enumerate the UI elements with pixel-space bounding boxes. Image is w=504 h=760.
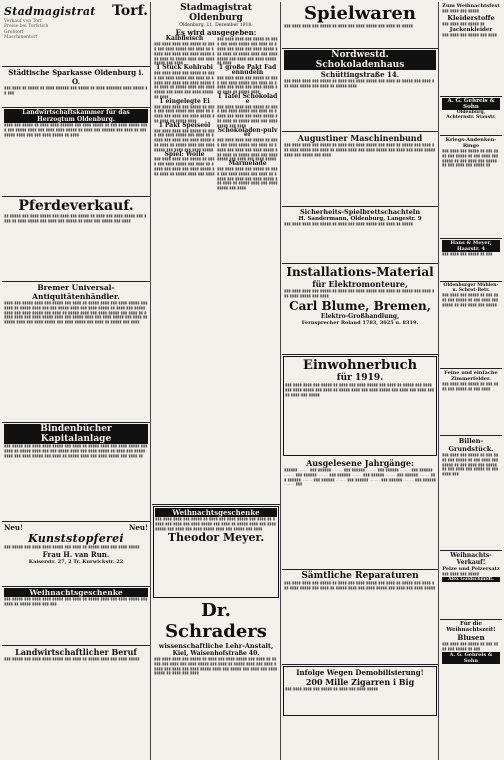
ad-title: Landwirtschaftlicher Beruf [15, 647, 137, 657]
ad-muehlen: Oldenburger Mühlen- u. Schrot-Betr. ▮▮▮ ▮▮▮▮ ▮▮▮ ▮▮▮▮▮ ▮▮ ▮▮▮ ▮▮▮▮ ▮▮▮ ▮▮▮▮▮ ▮▮ ▮▮▮ ▮▮▮▮ ▮▮▮ ▮▮▮▮▮ ▮▮ ▮▮▮ ▮▮▮▮ ▮▮▮ ▮▮▮▮▮ [440, 282, 502, 369]
ad-ringe: Kriegs-Andenken-Ringe ▮▮▮ ▮▮▮▮ ▮▮▮ ▮▮▮▮▮ ▮▮ ▮▮▮ ▮▮▮▮ ▮▮▮ ▮▮▮▮▮ ▮▮ ▮▮▮ ▮▮▮▮ ▮▮▮ ▮▮▮▮▮ ▮▮ ▮▮▮ ▮▮▮▮ ▮▮▮ ▮▮▮▮▮ ▮▮ ▮▮▮ ▮▮▮▮ ▮▮▮ ▮▮▮▮▮ ▮▮ [440, 136, 502, 239]
ad-title: Billen-Grundstück. [448, 437, 494, 453]
column-2 [152, 2, 281, 760]
ad-zigarren: Infolge Wegen Demobilisierung! 200 Mille Zigarren i Big ▮▮▮ ▮▮▮▮ ▮▮▮▮ ▮▮▮ ▮▮▮▮▮ ▮▮ ▮▮▮▮ ▮▮▮ ▮▮▮▮ ▮▮▮▮▮ [283, 666, 437, 716]
ad-spielwaren: Spielwaren ▮▮▮ ▮▮▮▮ ▮▮▮▮ ▮▮▮ ▮▮▮▮▮ ▮▮ ▮▮▮▮ ▮▮▮ ▮▮▮▮ ▮▮▮▮▮ ▮▮▮ ▮▮▮▮ ▮▮ ▮▮▮▮▮ [282, 2, 438, 49]
ad-torf [2, 2, 150, 67]
ad-title: Kunststopferei [28, 532, 124, 545]
ad-pferdeverkauf: Pferdeverkauf. ▮▮ ▮▮▮▮▮ ▮▮▮ ▮▮▮▮ ▮▮▮▮▮ ▮▮▮ ▮▮▮▮ ▮▮▮ ▮▮▮▮▮ ▮▮ ▮▮▮▮ ▮▮▮ ▮▮▮▮ ▮▮▮▮▮ ▮▮▮ ▮▮▮▮ ▮▮ ▮▮▮▮ ▮▮▮▮▮ ▮▮▮ ▮▮▮▮ ▮▮▮ ▮▮▮▮▮ ▮▮ ▮▮▮▮ ▮▮▮ ▮▮▮▮▮ ▮▮▮ ▮▮▮▮ [2, 197, 150, 282]
ad-title: Stadmagistrat [4, 5, 96, 18]
ad-title: Sicherheits-Spielbrettschachteln [299, 208, 421, 216]
ad-title: Weihnachts-Verkauf! [450, 552, 492, 566]
ad-title: Ausgelesene Jahrgänge: [306, 458, 414, 468]
ad-kapitalanlage: Bindenbücher Kapitalanlage ▮▮▮ ▮▮▮▮▮ ▮▮▮ ▮▮▮▮ ▮▮▮▮ ▮▮▮▮▮ ▮▮▮ ▮▮▮▮ ▮▮ ▮▮▮▮▮ ▮▮▮▮ ▮▮▮ ▮▮▮▮ ▮▮▮▮▮ ▮▮▮ ▮▮▮▮ ▮▮ ▮▮▮▮▮ ▮▮▮▮ ▮▮▮ ▮▮▮ ▮▮▮▮▮ ▮▮▮▮ ▮▮▮ ▮▮▮▮ ▮▮▮▮▮ ▮▮ ▮▮▮▮ ▮▮▮ ▮▮▮▮▮ ▮▮▮▮ ▮▮▮ ▮▮▮▮ ▮▮▮▮▮ ▮▮▮ ▮▮▮▮ ▮▮ ▮▮▮▮▮ ▮▮▮▮ ▮▮▮ ▮▮▮▮ ▮▮▮▮▮ ▮▮▮ ▮▮▮▮ ▮▮ [2, 423, 150, 522]
ad-phone: Fernsprecher Roland 1783, 3025 u. 8319. [301, 319, 419, 326]
ad-title: Zum Weihnachtsfest [442, 3, 500, 9]
ad-subtitle: Es wird ausgegeben: [175, 28, 257, 38]
ad-title: Pferdeverkauf. [18, 198, 134, 214]
ad-address: Kaiserstr. 27, 2 Tr. Kurwickstr. 22 [28, 558, 124, 565]
ad-address: Schüttingstraße 14. [320, 70, 400, 79]
ad-weihnachtsgeschenke-2: Weihnachtsgeschenke ▮▮▮ ▮▮▮▮ ▮▮▮▮ ▮▮▮ ▮▮▮▮▮ ▮▮ ▮▮▮▮ ▮▮▮ ▮▮▮▮ ▮▮▮▮▮ ▮▮▮ ▮▮▮▮ ▮▮ ▮▮▮▮▮ ▮▮▮ ▮▮▮▮ ▮▮▮ ▮▮▮▮ ▮▮▮▮▮ ▮▮▮ ▮▮▮▮ ▮▮ ▮▮▮▮▮ ▮▮▮▮ ▮▮▮ ▮▮▮▮ ▮▮▮▮▮ ▮▮▮ ▮▮▮▮ ▮▮▮ ▮▮▮▮ ▮▮▮▮▮ ▮▮▮▮ ▮▮▮ ▮▮▮▮▮ ▮▮▮ ▮▮▮▮ Theodor Meyer. [153, 506, 279, 598]
ad-headline: Torf. [112, 3, 148, 19]
ad-landwirtschaft: Landwirtschaftlicher Beruf ▮▮▮ ▮▮▮▮▮ ▮▮▮ ▮▮▮▮ ▮▮▮▮ ▮▮▮▮▮ ▮▮▮ ▮▮▮▮ ▮▮ ▮▮▮▮▮ ▮▮▮▮ ▮▮▮ ▮▮▮▮ ▮▮▮▮▮ [2, 646, 150, 688]
ad-sparkasse: Städtische Sparkasse Oldenburg i. O. ▮▮▮ ▮▮▮▮ ▮▮ ▮▮▮▮▮ ▮▮ ▮▮▮▮ ▮▮▮▮▮▮ ▮▮▮ ▮▮▮▮▮ ▮▮ ▮▮▮▮ ▮▮▮▮▮▮▮ ▮▮▮▮ ▮▮▮▮▮ ▮▮ ▮▮▮ [2, 67, 150, 108]
ad-installations: Installations-Material für Elektromonteure, ▮▮▮ ▮▮▮▮ ▮▮▮▮ ▮▮▮ ▮▮▮▮▮ ▮▮ ▮▮▮▮ ▮▮▮ ▮▮▮▮ ▮▮▮▮▮ ▮▮▮ ▮▮▮▮ ▮▮ ▮▮▮▮▮ ▮▮▮ ▮▮▮▮ ▮▮▮ ▮▮▮▮ ▮▮▮▮▮ ▮▮▮ ▮▮▮▮ Carl Blume, Bremen, Elektro-Großhandlung, Fernsprecher Roland 1783, 3025 u. 8319. [282, 264, 438, 355]
ad-title: Installations-Material [286, 265, 434, 279]
ad-maschinenbund: Augustiner Maschinenbund ▮▮▮ ▮▮▮▮ ▮▮▮▮ ▮▮▮ ▮▮▮▮▮ ▮▮ ▮▮▮▮ ▮▮▮ ▮▮▮▮ ▮▮▮▮▮ ▮▮▮ ▮▮▮▮ ▮▮ ▮▮▮▮▮ ▮▮▮ ▮▮▮▮ ▮▮▮ ▮▮▮▮ ▮▮▮▮▮ ▮▮▮ ▮▮▮▮ ▮▮ ▮▮▮▮▮ ▮▮▮▮ ▮▮▮ ▮▮▮▮ ▮▮▮▮▮ ▮▮▮ ▮▮▮▮ ▮▮▮ ▮▮▮▮ ▮▮▮▮▮ ▮▮▮▮ ▮▮▮ ▮▮▮▮▮ ▮▮▮ ▮▮▮▮ [282, 132, 438, 207]
ad-title: Landwirtschaftskammer für das Herzogtum Oldenburg. [4, 109, 148, 123]
ad-title: Stadmagistrat Oldenburg [180, 3, 252, 23]
ad-pelze: Weihnachts-Verkauf! Pelze und Pelzersatz ▮▮▮ ▮▮▮▮ ▮▮▮ ▮▮▮▮▮ Alex Goldschmidt. [440, 551, 502, 620]
ad-kunststopferei: Neu! Neu! Kunststopferei ▮▮▮ ▮▮▮▮▮ ▮▮▮ ▮▮▮▮ ▮▮▮▮ ▮▮▮▮▮ ▮▮▮ ▮▮▮▮ ▮▮ ▮▮▮▮▮ ▮▮▮▮ ▮▮▮ ▮▮▮▮ ▮▮▮▮▮ Frau H. van Run. Kaiserstr. 27, 2 Tr. Kurwickstr. 22 [2, 522, 150, 587]
ad-company: Carl Blume, Bremen, [289, 298, 431, 313]
column-3 [282, 2, 439, 760]
ad-spielbrett: Sicherheits-Spielbrettschachteln H. Sandermann, Oldenburg, Langestr. 9 ▮▮▮ ▮▮▮▮ ▮▮▮▮ ▮▮▮ ▮▮▮▮▮ ▮▮ ▮▮▮▮ ▮▮▮ ▮▮▮▮ ▮▮▮▮▮ ▮▮▮ ▮▮▮▮ ▮▮ ▮▮▮▮▮ [282, 207, 438, 264]
ad-title: Dr. Schraders [165, 600, 267, 642]
ad-title: Spielwaren [304, 3, 416, 24]
ad-title: Einwohnerbuch [302, 358, 418, 373]
ad-title: Infolge Wegen Demobilisierung! [296, 668, 424, 677]
ad-title: Hans & Meyer, Haarstr. 4 [442, 240, 500, 252]
ad-title: Bindenbücher Kapitalanlage [4, 424, 148, 444]
ad-einwohnerbuch: Einwohnerbuch für 1919. ▮▮▮ ▮▮▮▮ ▮▮▮▮ ▮▮▮ ▮▮▮▮▮ ▮▮ ▮▮▮▮ ▮▮▮ ▮▮▮▮ ▮▮▮▮▮ ▮▮▮ ▮▮▮▮ ▮▮ ▮▮▮▮▮ ▮▮▮ ▮▮▮▮ ▮▮▮ ▮▮▮▮ ▮▮▮▮▮ ▮▮▮ ▮▮▮▮ ▮▮ ▮▮▮▮▮ ▮▮▮▮ ▮▮▮ ▮▮▮▮ ▮▮▮▮▮ ▮▮▮ ▮▮▮▮ ▮▮▮ ▮▮▮▮ ▮▮▮▮▮ ▮▮▮▮ ▮▮▮ ▮▮▮▮▮ [283, 356, 437, 456]
ad-title: Augustiner Maschinenbund [297, 133, 423, 143]
ad-address: Kiel, Waisenhofstraße 40. [172, 650, 260, 657]
ad-title: Feine und einfache Zimmerfelder. [444, 370, 498, 382]
ad-title: Weihnachtsgeschenke [4, 588, 148, 597]
ad-schraders: Dr. Schraders wissenschaftliche Lehr-Anstalt, Kiel, Waisenhofstraße 40. ▮▮▮ ▮▮▮▮ ▮▮▮▮ ▮▮▮ ▮▮▮▮▮ ▮▮ ▮▮▮▮ ▮▮▮ ▮▮▮▮ ▮▮▮▮▮ ▮▮▮ ▮▮▮▮ ▮▮ ▮▮▮▮▮ ▮▮▮ ▮▮▮▮ ▮▮▮ ▮▮▮▮ ▮▮▮▮▮ ▮▮▮ ▮▮▮▮ ▮▮ ▮▮▮▮▮ ▮▮▮▮ ▮▮▮ ▮▮▮▮ ▮▮▮▮▮ ▮▮▮ ▮▮▮▮ ▮▮▮ ▮▮▮▮ ▮▮▮▮▮ ▮▮▮▮ ▮▮▮ ▮▮▮▮▮ ▮▮▮ ▮▮▮▮ ▮▮▮ ▮▮▮▮ ▮▮▮▮▮ ▮▮ ▮▮▮▮ ▮▮▮ ▮▮▮▮ [154, 600, 278, 676]
ad-title: Kriegs-Andenken-Ringe [445, 137, 497, 149]
ad-name: Theodor Meyer. [167, 531, 265, 545]
ad-title: Für die Weihnachtszeit! [446, 621, 496, 633]
ad-subtitle: 200 Mille Zigarren i Big [305, 677, 415, 687]
ad-title: Bremer Universal-Antiquitätenhändler. [32, 283, 120, 301]
ad-title: A. G. Gehrels & Sohn [442, 98, 500, 110]
ad-title: Städtische Sparkasse Oldenburg i. O. [8, 68, 144, 86]
ad-antiquitaeten: Bremer Universal-Antiquitätenhändler. ▮▮▮▮ ▮▮▮ ▮▮▮▮▮ ▮▮▮▮ ▮▮▮ ▮▮▮▮▮ ▮▮▮ ▮▮▮▮ ▮▮ ▮▮▮▮▮ ▮▮▮▮ ▮▮▮ ▮▮▮▮ ▮▮▮▮▮ ▮▮▮ ▮▮▮▮ ▮▮ ▮▮▮▮▮ ▮▮▮▮ ▮▮▮ ▮▮▮ ▮▮▮▮▮ ▮▮▮▮ ▮▮▮ ▮▮▮▮ ▮▮▮▮▮ ▮▮ ▮▮▮▮ ▮▮▮ ▮▮▮▮▮ ▮▮▮▮ ▮▮▮ ▮▮▮▮ ▮▮▮▮▮ ▮▮▮ ▮▮▮▮ ▮▮ ▮▮▮▮▮ ▮▮▮▮ ▮▮▮ ▮▮▮▮ ▮▮▮▮▮ ▮▮▮ ▮▮▮▮ ▮▮ ▮▮▮▮▮ ▮▮▮▮ ▮▮▮ ▮▮▮▮ ▮▮▮▮▮ ▮▮▮▮ ▮▮▮ ▮▮▮▮▮ ▮▮▮▮ ▮▮▮ ▮▮▮▮ ▮▮▮▮▮ ▮▮▮ ▮▮▮▮ ▮▮ ▮▮▮▮▮ ▮▮▮▮ ▮▮▮ ▮▮▮▮ ▮▮▮▮▮ ▮▮▮ ▮▮▮▮ ▮▮▮▮▮ ▮▮▮ ▮▮▮▮ ▮▮ ▮▮▮▮▮ ▮▮▮ ▮▮▮▮ [2, 282, 150, 423]
ad-lebensmittel: Stadmagistrat Oldenburg Oldenburg, 11. Dezember 1918. Es wird ausgegeben: Kalbfleisch ▮▮▮ ▮▮▮▮ ▮▮▮▮ ▮▮▮ ▮▮▮▮▮ ▮▮ ▮▮▮▮ ▮▮▮ ▮▮▮▮ ▮▮▮▮▮ ▮▮▮ ▮▮▮▮ ▮▮ ▮▮▮▮▮ ▮▮▮ ▮▮▮▮ ▮▮▮ ▮▮▮▮ ▮▮▮▮▮ ▮▮▮ ▮▮▮▮ ▮▮ ▮▮▮▮▮ ▮▮▮▮ ▮▮▮ ▮▮▮▮ ▮▮▮▮▮ ▮▮▮ ▮▮▮▮ 1 Stück Kohlrabi ▮▮▮ ▮▮▮▮ ▮▮▮▮ ▮▮▮ ▮▮▮▮▮ ▮▮ ▮▮▮▮ ▮▮▮ ▮▮▮▮ ▮▮▮▮▮ ▮▮▮ ▮▮▮▮ ▮▮ ▮▮▮▮▮ ▮▮▮ ▮▮▮▮ ▮▮▮ ▮▮▮▮ ▮▮▮▮▮ ▮▮▮ ▮▮▮▮ ▮▮ ▮▮▮▮▮ ▮▮▮▮ ▮▮▮ ▮▮▮▮ ▮▮▮▮▮ ▮▮▮ ▮▮▮▮ ▮▮▮ ▮▮▮▮ ▮▮▮▮▮ ▮▮ ▮▮▮▮ 1 eingelegte Ei ▮▮▮ ▮▮▮▮ ▮▮▮▮ ▮▮▮ ▮▮▮▮▮ ▮▮ ▮▮▮▮ ▮▮▮ ▮▮▮▮ ▮▮▮▮▮ ▮▮▮ ▮▮▮▮ ▮▮ ▮▮▮▮▮ ▮▮▮ ▮▮▮▮ ▮▮▮ ▮▮▮▮ ▮▮▮▮▮ ▮▮▮ ▮▮▮▮ ▮▮ ▮▮▮▮▮ ▮▮▮▮ 1 Pakt Speiseöl ▮▮▮ ▮▮▮▮ ▮▮▮▮ ▮▮▮ ▮▮▮▮▮ ▮▮ ▮▮▮▮ ▮▮▮ ▮▮▮▮ ▮▮▮▮▮ ▮▮▮ ▮▮▮▮ ▮▮ ▮▮▮▮▮ ▮▮▮ ▮▮▮▮ ▮▮▮ ▮▮▮▮ ▮▮▮▮▮ ▮▮▮ ▮▮▮▮ ▮▮ ▮▮▮▮▮ ▮▮▮▮ ▮▮▮ ▮▮▮▮ ▮▮▮▮▮ ▮▮▮ ▮▮▮▮ ▮▮▮ ▮▮▮▮ ▮▮▮▮▮ Spiel: Wolle ▮▮▮ ▮▮▮▮ ▮▮▮▮ ▮▮▮ ▮▮▮▮▮ ▮▮ ▮▮▮▮ ▮▮▮ ▮▮▮▮ ▮▮▮▮▮ ▮▮▮ ▮▮▮▮ ▮▮ ▮▮▮▮▮ ▮▮▮ ▮▮▮▮ ▮▮▮ ▮▮▮▮ ▮▮▮▮▮ ▮▮▮ ▮▮▮▮ ▮▮ ▮▮▮▮▮ ▮▮▮▮ ▮▮▮ ▮▮▮▮ ▮▮▮ ▮▮▮▮ ▮▮▮▮ ▮▮▮ ▮▮▮▮▮ ▮▮ ▮▮▮▮ ▮▮▮ ▮▮▮▮ ▮▮▮▮▮ ▮▮▮ ▮▮▮▮ ▮▮ ▮▮▮▮▮ ▮▮▮ ▮▮▮▮ ▮▮▮ ▮▮▮▮ ▮▮▮▮▮ ▮▮▮ ▮▮▮▮ ▮▮ ▮▮▮▮▮ ▮▮▮▮ ▮▮▮ ▮▮▮▮ ▮▮▮▮▮ ▮▮▮ ▮▮▮▮ ▮▮▮ ▮▮▮▮ ▮▮▮▮▮ ▮▮ ▮▮▮▮ 1 große Pakt Fadennudeln ▮▮▮ ▮▮▮▮ ▮▮▮▮ ▮▮▮ ▮▮▮▮▮ ▮▮ ▮▮▮▮ ▮▮▮ ▮▮▮▮ ▮▮▮▮▮ ▮▮▮ ▮▮▮▮ ▮▮ ▮▮▮▮▮ ▮▮▮ ▮▮▮▮ ▮▮▮ ▮▮▮▮ ▮▮▮▮▮ ▮▮▮ ▮▮▮▮ ▮▮ ▮▮▮▮▮ ▮▮▮▮ 1 Tafel Schokolade ▮▮▮ ▮▮▮▮ ▮▮▮▮ ▮▮▮ ▮▮▮▮▮ ▮▮ ▮▮▮▮ ▮▮▮ ▮▮▮▮ ▮▮▮▮▮ ▮▮▮ ▮▮▮▮ ▮▮ ▮▮▮▮▮ ▮▮▮ ▮▮▮▮ ▮▮▮ ▮▮▮▮ ▮▮▮▮▮ ▮▮▮ ▮▮▮▮ ▮▮ ▮▮▮▮▮ ▮▮▮▮ ▮▮▮ ▮▮▮▮ ▮▮▮▮▮ ▮▮▮ ▮▮▮▮ Schokoladen-pulver ▮▮▮ ▮▮▮▮ ▮▮▮▮ ▮▮▮ ▮▮▮▮▮ ▮▮ ▮▮▮▮ ▮▮▮ ▮▮▮▮ ▮▮▮▮▮ ▮▮▮ ▮▮▮▮ ▮▮ ▮▮▮▮▮ ▮▮▮ ▮▮▮▮ ▮▮▮ ▮▮▮▮ ▮▮▮▮▮ ▮▮▮ ▮▮▮▮ ▮▮ ▮▮▮▮▮ ▮▮▮▮ ▮▮▮ ▮▮▮▮ ▮▮▮▮▮ ▮▮▮ ▮▮▮▮ ▮▮▮ ▮▮▮▮ ▮▮▮▮▮ Marmelade ▮▮▮ ▮▮▮▮ ▮▮▮▮ ▮▮▮ ▮▮▮▮▮ ▮▮ ▮▮▮▮ ▮▮▮ ▮▮▮▮ ▮▮▮▮▮ ▮▮▮ ▮▮▮▮ ▮▮ ▮▮▮▮▮ ▮▮▮ ▮▮▮▮ ▮▮▮ ▮▮▮▮ ▮▮▮▮▮ ▮▮▮ ▮▮▮▮ ▮▮ ▮▮▮▮▮ ▮▮▮▮ ▮▮▮ ▮▮▮▮ ▮▮▮▮▮ ▮▮▮ ▮▮▮▮ [152, 2, 280, 505]
ad-subtitle: für Elektromonteure, [312, 279, 408, 289]
ad-subtitle: Kleiderstoffe [447, 13, 495, 22]
ad-date: Oldenburg, 11. Dezember 1918. [179, 23, 253, 28]
ad-reparaturen: Sämtliche Reparaturen ▮▮▮ ▮▮▮▮ ▮▮▮▮ ▮▮▮ ▮▮▮▮▮ ▮▮ ▮▮▮▮ ▮▮▮ ▮▮▮▮ ▮▮▮▮▮ ▮▮▮ ▮▮▮▮ ▮▮ ▮▮▮▮▮ ▮▮▮ ▮▮▮▮ ▮▮▮ ▮▮▮▮ ▮▮▮▮▮ ▮▮▮ ▮▮▮▮ ▮▮ ▮▮▮▮▮ ▮▮▮▮ ▮▮▮ ▮▮▮▮ ▮▮▮▮▮ ▮▮▮ ▮▮▮▮ ▮▮▮ ▮▮▮▮ ▮▮▮▮▮ [282, 570, 438, 665]
ad-title: Sämtliche Reparaturen [301, 571, 419, 581]
ad-title: Nordwestd. Schokoladenhaus [284, 50, 436, 70]
ad-blusen: Für die Weihnachtszeit! Blusen ▮▮▮ ▮▮▮▮ ▮▮▮ ▮▮▮▮▮ ▮▮ ▮▮▮ ▮▮▮▮ ▮▮▮ ▮▮▮▮▮ ▮▮ ▮▮▮ A. G. Gehrels & Sohn [442, 621, 499, 664]
ad-name: Frau H. van Run. [42, 549, 110, 559]
ad-title: Weihnachtsgeschenke [155, 508, 277, 517]
ad-subtitle: H. Sandermann, Oldenburg, Langestr. 9 [298, 216, 422, 222]
ad-gehrels-1: A. G. Gehrels & Sohn Oldenburg, Achternstr. Staustr. [440, 97, 502, 136]
ad-year: für 1919. [336, 373, 384, 383]
ad-grundstueck: Billen-Grundstück. ▮▮▮ ▮▮▮▮ ▮▮▮ ▮▮▮▮▮ ▮▮ ▮▮▮ ▮▮▮▮ ▮▮▮ ▮▮▮▮▮ ▮▮ ▮▮▮ ▮▮▮▮ ▮▮▮ ▮▮▮▮▮ ▮▮ ▮▮▮ ▮▮▮▮ ▮▮▮ ▮▮▮▮▮ ▮▮ ▮▮▮ ▮▮▮▮ ▮▮▮ ▮▮▮▮▮ ▮▮ ▮▮▮ ▮▮▮▮ ▮▮▮ [440, 436, 502, 551]
column-1 [2, 2, 151, 760]
ad-text: Verkauf von Torf Preise bei Torfstich Grobtorf Maschinentorf [4, 19, 49, 41]
ad-schokoladenhaus: Nordwestd. Schokoladenhaus Schüttingstraße 14. ▮▮▮ ▮▮▮▮ ▮▮▮▮ ▮▮▮ ▮▮▮▮▮ ▮▮ ▮▮▮▮ ▮▮▮ ▮▮▮▮ ▮▮▮▮▮ ▮▮▮ ▮▮▮▮ ▮▮ ▮▮▮▮▮ ▮▮▮ ▮▮▮▮ ▮▮▮ ▮▮▮▮ ▮▮▮▮▮ ▮▮▮ ▮▮▮▮ ▮▮ ▮▮▮▮▮ ▮▮▮▮ [282, 49, 438, 132]
ad-hans-meyer: Hans & Meyer, Haarstr. 4 ▮▮▮ ▮▮▮▮ ▮▮▮ ▮▮▮▮▮ ▮▮ ▮▮▮ [440, 239, 502, 282]
ad-kleiderstoffe: Zum Weihnachtsfest ▮▮▮ ▮▮▮▮ ▮▮▮ ▮▮▮▮▮ Kleiderstoffe ▮▮▮ ▮▮▮▮ ▮▮▮ ▮▮▮▮▮ ▮▮ Jackenkleider ▮▮▮ ▮▮▮▮ ▮▮▮ ▮▮▮▮▮ ▮▮▮ ▮▮▮▮ [440, 2, 502, 97]
ad-jahrgaenge: Ausgelesene Jahrgänge: ▮▮▮▮▮▮ ........ ▮▮▮ ▮▮▮▮▮▮ ........ ▮▮▮ ▮▮▮▮▮▮ ........ ▮▮▮ ▮▮▮▮▮▮ ........ ▮▮▮ ▮▮▮▮▮▮ ........ ▮▮▮ ▮▮▮▮▮▮ ........ ▮▮▮ ▮▮▮▮▮▮ ........ ▮▮▮ ▮▮▮▮▮▮ ........ ▮▮▮ ▮▮▮▮▮▮ ........ ▮▮▮ ▮▮▮▮▮▮ ........ ▮▮▮ ▮▮▮▮▮▮ ........ ▮▮▮ ▮▮▮▮▮▮ ........ ▮▮▮ ▮▮▮▮▮▮ ........ ▮▮▮ ▮▮▮▮▮▮ ........ ▮▮▮ [282, 457, 438, 570]
ad-zimmerfelder: Feine und einfache Zimmerfelder. ▮▮▮ ▮▮▮▮ ▮▮▮ ▮▮▮▮▮ ▮▮ ▮▮▮ ▮▮▮▮ ▮▮▮ ▮▮▮▮▮ ▮▮ ▮▮▮ ▮▮▮▮ [440, 369, 502, 436]
ad-landwirtschaftskammer: Landwirtschaftskammer für das Herzogtum Oldenburg. ▮▮▮▮ ▮▮▮ ▮▮▮▮▮ ▮▮ ▮▮▮▮ ▮▮▮▮ ▮▮▮▮▮▮ ▮▮▮ ▮▮▮▮ ▮▮▮▮▮ ▮▮ ▮▮▮ ▮▮▮▮ ▮▮▮▮▮ ▮▮▮▮ ▮▮▮ ▮▮▮▮▮ ▮▮▮▮ ▮▮▮ ▮▮▮▮ ▮▮▮▮ ▮▮▮▮▮ ▮▮ ▮▮▮▮ ▮▮▮ ▮▮▮▮▮▮ ▮▮▮ ▮▮▮▮ ▮▮ ▮▮▮ ▮▮▮▮▮ ▮▮▮▮ ▮▮▮ ▮▮▮ ▮▮▮▮ ▮▮▮▮▮ ▮▮ ▮▮▮▮ [2, 108, 150, 197]
column-4 [440, 2, 502, 760]
ad-weihnachtsgeschenke-1: Weihnachtsgeschenke ▮▮▮ ▮▮▮▮▮ ▮▮▮ ▮▮▮▮ ▮▮▮▮ ▮▮▮▮▮ ▮▮▮ ▮▮▮▮ ▮▮ ▮▮▮▮▮ ▮▮▮▮ ▮▮▮ ▮▮▮▮ ▮▮▮▮▮ ▮▮▮ ▮▮▮▮ ▮▮ ▮▮▮▮▮ ▮▮▮▮ ▮▮▮ ▮▮▮ [2, 587, 150, 646]
ad-subtitle: wissenschaftliche Lehr-Anstalt, [158, 642, 274, 650]
ad-title: Oldenburger Mühlen- u. Schrot-Betr. [443, 283, 499, 293]
